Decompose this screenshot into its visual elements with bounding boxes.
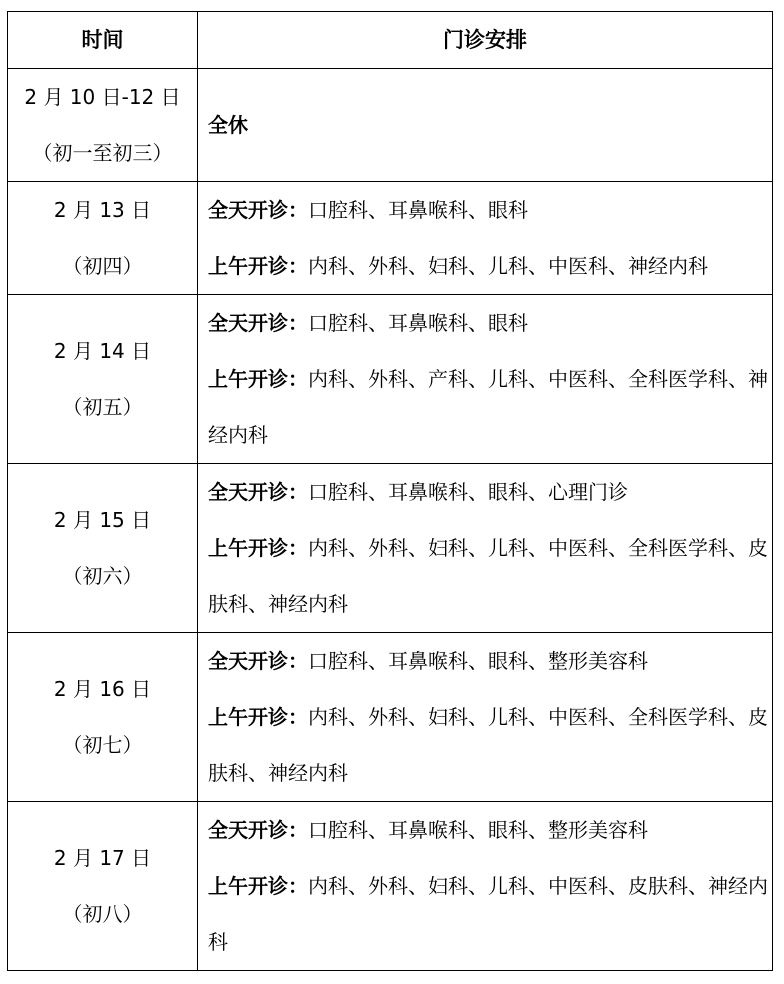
row-date: 2 月 14 日 [53, 339, 152, 363]
full-day-line [208, 182, 768, 238]
plan-cell [198, 182, 773, 295]
plan-cell [198, 295, 773, 464]
time-cell [8, 295, 198, 464]
time-cell [8, 182, 198, 295]
table-row [8, 802, 773, 971]
time-cell [8, 69, 198, 182]
morning-label: 上午开诊： [208, 536, 308, 560]
header-time: 时间 [8, 12, 198, 69]
full-day-line [208, 464, 768, 520]
full-day-departments: 口腔科、耳鼻喉科、眼科、整形美容科 [308, 818, 648, 842]
morning-line [208, 689, 768, 801]
table-row [8, 633, 773, 802]
full-day-departments: 口腔科、耳鼻喉科、眼科 [308, 198, 528, 222]
morning-departments: 内科、外科、妇科、儿科、中医科、全科医学科、皮肤科、神经内科 [208, 536, 768, 616]
closed-label: 全休 [208, 113, 248, 137]
row-date: 2 月 13 日 [53, 198, 152, 222]
morning-label: 上午开诊： [208, 874, 308, 898]
row-lunar-date: （初七） [62, 733, 143, 757]
row-lunar-date: （初一至初三） [32, 141, 173, 165]
morning-departments: 内科、外科、妇科、儿科、中医科、神经内科 [308, 254, 708, 278]
outpatient-schedule-table [7, 11, 773, 971]
full-day-label: 全天开诊： [208, 198, 308, 222]
full-day-departments: 口腔科、耳鼻喉科、眼科、心理门诊 [308, 480, 628, 504]
table-row [8, 182, 773, 295]
morning-line [208, 238, 768, 294]
row-lunar-date: （初五） [62, 395, 143, 419]
time-cell [8, 802, 198, 971]
full-day-label: 全天开诊： [208, 480, 308, 504]
table-row [8, 295, 773, 464]
morning-label: 上午开诊： [208, 367, 308, 391]
row-lunar-date: （初八） [62, 902, 143, 926]
row-date: 2 月 17 日 [53, 846, 152, 870]
table-row [8, 464, 773, 633]
morning-label: 上午开诊： [208, 254, 308, 278]
full-day-line [208, 802, 768, 858]
morning-departments: 内科、外科、妇科、儿科、中医科、皮肤科、神经内科 [208, 874, 768, 954]
morning-line [208, 858, 768, 970]
full-day-label: 全天开诊： [208, 818, 308, 842]
full-day-line [208, 295, 768, 351]
row-lunar-date: （初六） [62, 564, 143, 588]
plan-cell [198, 69, 773, 182]
row-date: 2 月 16 日 [53, 677, 152, 701]
morning-departments: 内科、外科、产科、儿科、中医科、全科医学科、神经内科 [208, 367, 768, 447]
full-day-departments: 口腔科、耳鼻喉科、眼科 [308, 311, 528, 335]
plan-cell [198, 802, 773, 971]
row-date: 2 月 15 日 [53, 508, 152, 532]
full-day-departments: 口腔科、耳鼻喉科、眼科、整形美容科 [308, 649, 648, 673]
full-day-label: 全天开诊： [208, 311, 308, 335]
header-plan: 门诊安排 [198, 12, 773, 69]
plan-cell [198, 633, 773, 802]
table-header-row [8, 12, 773, 69]
time-cell [8, 464, 198, 633]
morning-departments: 内科、外科、妇科、儿科、中医科、全科医学科、皮肤科、神经内科 [208, 705, 768, 785]
morning-label: 上午开诊： [208, 705, 308, 729]
time-cell [8, 633, 198, 802]
morning-line [208, 351, 768, 463]
row-date: 2 月 10 日-12 日 [24, 85, 181, 109]
full-day-line [208, 633, 768, 689]
morning-line [208, 520, 768, 632]
table-row [8, 69, 773, 182]
plan-cell [198, 464, 773, 633]
row-lunar-date: （初四） [62, 254, 143, 278]
full-day-label: 全天开诊： [208, 649, 308, 673]
